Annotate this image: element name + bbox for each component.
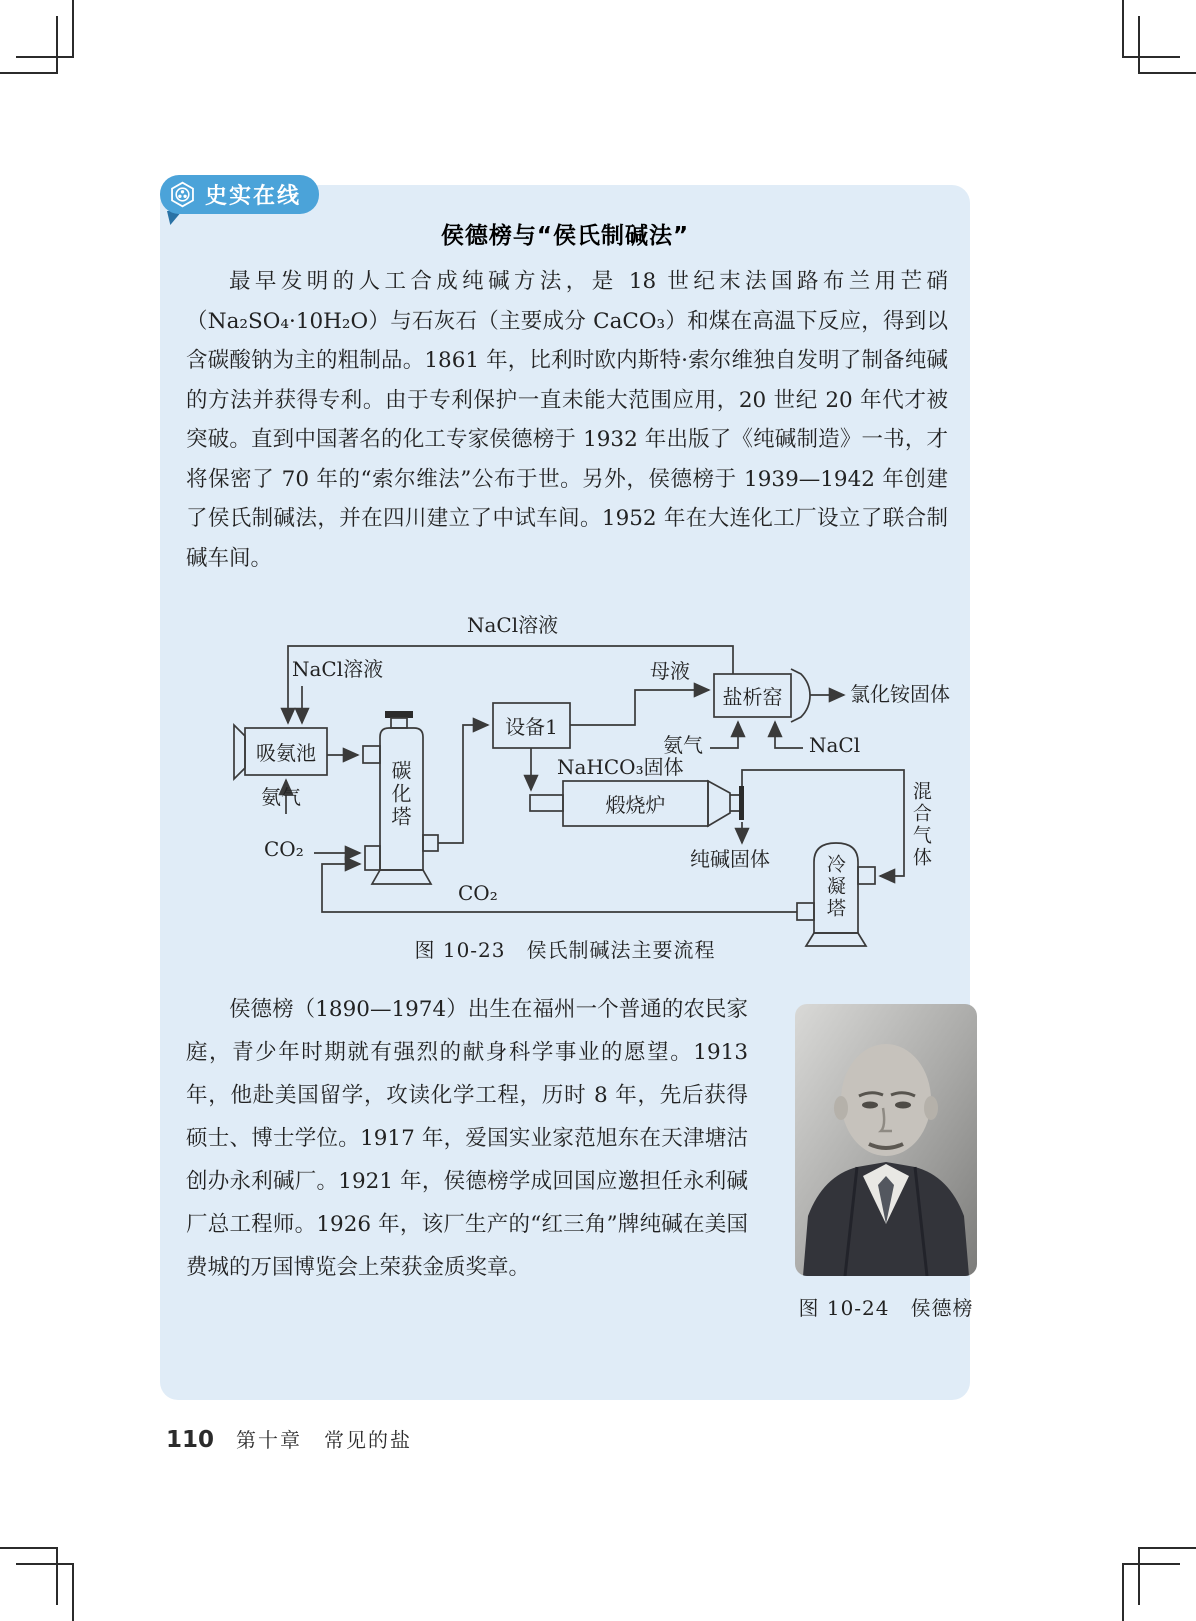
diagram-caption: 图 10-23 侯氏制碱法主要流程 <box>414 938 716 962</box>
crop-mark-top-right-outer <box>1122 0 1180 58</box>
label-nacl-solution-left: NaCl溶液 <box>292 657 384 681</box>
label-ammonium-chloride: 氯化铵固体 <box>850 682 950 706</box>
line-mother-liquor <box>570 690 709 725</box>
line-tower-to-device1 <box>438 725 488 843</box>
label-mixed-gas: 混合气体 <box>909 781 932 869</box>
label-soda-ash-solid: 纯碱固体 <box>690 847 770 871</box>
line-co2-recycle <box>322 864 797 912</box>
label-calcination-furnace: 煅烧炉 <box>605 793 666 817</box>
crop-mark-bottom-right-outer <box>1122 1563 1180 1621</box>
process-flow-diagram <box>230 598 980 958</box>
page-number: 110 <box>166 1427 215 1453</box>
crop-mark-bottom-left-outer <box>16 1563 74 1621</box>
label-condensing-tower: 冷凝塔 <box>823 854 846 920</box>
article-title: 侯德榜与“侯氏制碱法” <box>440 223 690 249</box>
badge-label: 史实在线 <box>205 184 302 209</box>
history-badge <box>160 175 319 214</box>
label-nacl-solution-top: NaCl溶液 <box>467 613 559 637</box>
label-carbonization-tower: 碳化塔 <box>388 760 412 829</box>
crop-mark-top-right-inner <box>1138 16 1196 74</box>
label-ammonia-left: 氨气 <box>261 785 301 809</box>
label-nacl-mid: NaCl <box>809 733 861 757</box>
line-nacl-mid <box>775 722 803 748</box>
label-device1: 设备1 <box>505 715 558 739</box>
label-absorption-pool: 吸氨池 <box>256 741 316 765</box>
crop-mark-bottom-left-inner <box>0 1547 58 1605</box>
intro-paragraph: 最早发明的人工合成纯碱方法，是 18 世纪末法国路布兰用芒硝（Na₂SO₄·10H₂O）与石灰石（主要成分 CaCO₃）和煤在高温下反应，得到以含碳酸钠为主的粗制品。1861 年，比利时欧内斯特·索尔维独自发明了制备纯碱的方法并获得专利。由于专利保护一直未能大范围应用，20 世纪 20 年代才被突破。直到中国著名的化工专家侯德榜于 1932 年出版了《纯碱制造》一书，才将保密了 70 年的“索尔维法”公布于世。另外，侯德榜于 1939—1942 年创建了侯氏制碱法，并在四川建立了中试车间。1952 年在大连化工厂设立了联合制碱车间。 <box>186 269 948 571</box>
label-salting-kiln: 盐析窑 <box>722 685 783 709</box>
label-co2-left: CO₂ <box>264 837 304 861</box>
label-ammonia-mid: 氨气 <box>663 733 703 757</box>
crop-mark-top-left-outer <box>16 0 74 58</box>
label-co2-bottom: CO₂ <box>458 881 498 905</box>
label-mother-liquor: 母液 <box>650 659 690 683</box>
crop-mark-top-left-inner <box>0 16 58 74</box>
chapter-title: 第十章 常见的盐 <box>236 1428 413 1452</box>
hexagon-molecule-icon <box>169 181 196 208</box>
portrait-photo <box>795 1004 977 1276</box>
biography-paragraph: 侯德榜（1890—1974）出生在福州一个普通的农民家庭，青少年时期就有强烈的献身科学事业的愿望。1913 年，他赴美国留学，攻读化学工程，历时 8 年，先后获得硕士、博士学位。1917 年，爱国实业家范旭东在天津塘沽创办永利碱厂。1921 年，侯德榜学成回国应邀担任永利碱厂总工程师。1926 年，该厂生产的“红三角”牌纯碱在美国费城的万国博览会上荣获金质奖章。 <box>186 997 748 1280</box>
page-footer <box>166 1424 412 1453</box>
photo-caption: 图 10-24 侯德榜 <box>798 1296 974 1320</box>
crop-mark-bottom-right-inner <box>1138 1547 1196 1605</box>
line-ammonia-mid <box>710 722 738 748</box>
label-nahco3-solid: NaHCO₃固体 <box>557 755 684 779</box>
